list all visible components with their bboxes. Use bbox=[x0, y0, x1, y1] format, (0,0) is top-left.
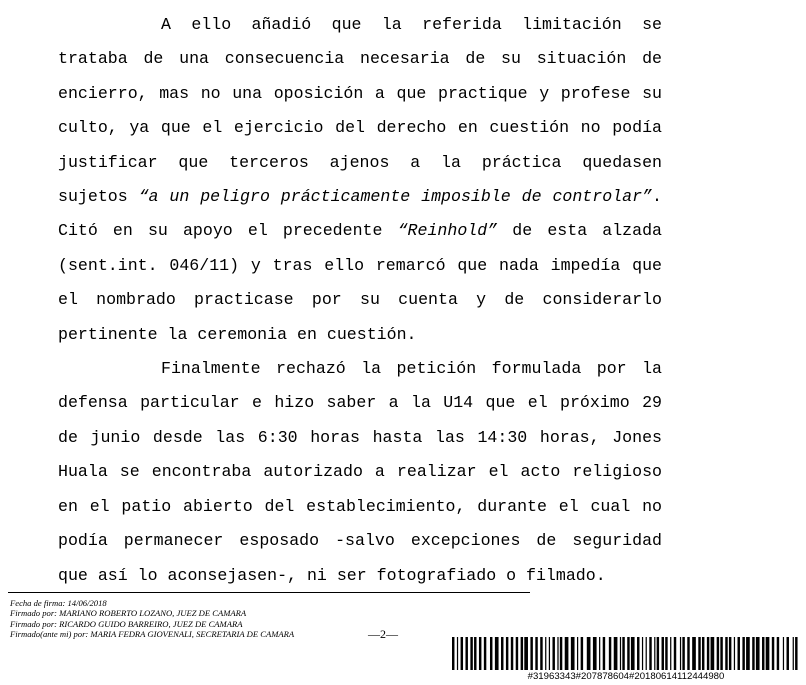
paragraph-2: Finalmente rechazó la petición formulada por la defensa particular e hizo saber a la U14 que el próximo 29 de junio desde las 6:30 horas hasta las 14:30 horas, Jones Huala se encontraba autorizado a realizar el acto religioso en el patio abierto del establecimiento, durante el cual no podía permanecer esposado -salvo excepciones de seguridad que así lo aconsejasen-, ni ser fotografiado o filmado. bbox=[58, 359, 662, 585]
signature-lozano: Firmado por: MARIANO ROBERTO LOZANO, JUEZ DE CAMARA bbox=[10, 608, 247, 619]
signature-date: Fecha de firma: 14/06/2018 bbox=[10, 598, 107, 608]
signature-footer bbox=[10, 598, 294, 640]
document-body bbox=[58, 8, 662, 593]
paragraph-1 bbox=[58, 8, 662, 352]
paragraph-1-text-b: . Citó en su apoyo el precedente bbox=[58, 187, 662, 241]
paragraph-1-text-a: A ello añadió que la referida limitación se trataba de una consecuencia necesaria de su situación de encierro, mas no una oposición a que practique y profese su culto, ya que el ejercicio del derecho en cuestión no podía justificar que terceros ajenos a la práctica quedasen sujetos bbox=[58, 15, 662, 207]
footer-rule bbox=[8, 592, 530, 593]
quote-reinhold: “Reinhold” bbox=[397, 221, 498, 241]
quote-peligro: “a un peligro prácticamente imposible de controlar” bbox=[138, 187, 653, 207]
barcode bbox=[452, 637, 800, 670]
paragraph-1-text-c: de esta alzada (sent.int. 046/11) y tras ello remarcó que nada impedía que el nombrado practicase por su cuenta y de considerarlo pertinente la ceremonia en cuestión. bbox=[58, 221, 662, 344]
signature-giovenali: Firmado(ante mi) por: MARIA FEDRA GIOVENALI, SECRETARIA DE CAMARA bbox=[10, 629, 295, 640]
signature-barreiro: Firmado por: RICARDO GUIDO BARREIRO, JUEZ DE CAMARA bbox=[10, 618, 243, 629]
barcode-text: #31963343#207878604#20180614112444980 bbox=[527, 671, 725, 682]
page-number: —2— bbox=[368, 627, 398, 641]
